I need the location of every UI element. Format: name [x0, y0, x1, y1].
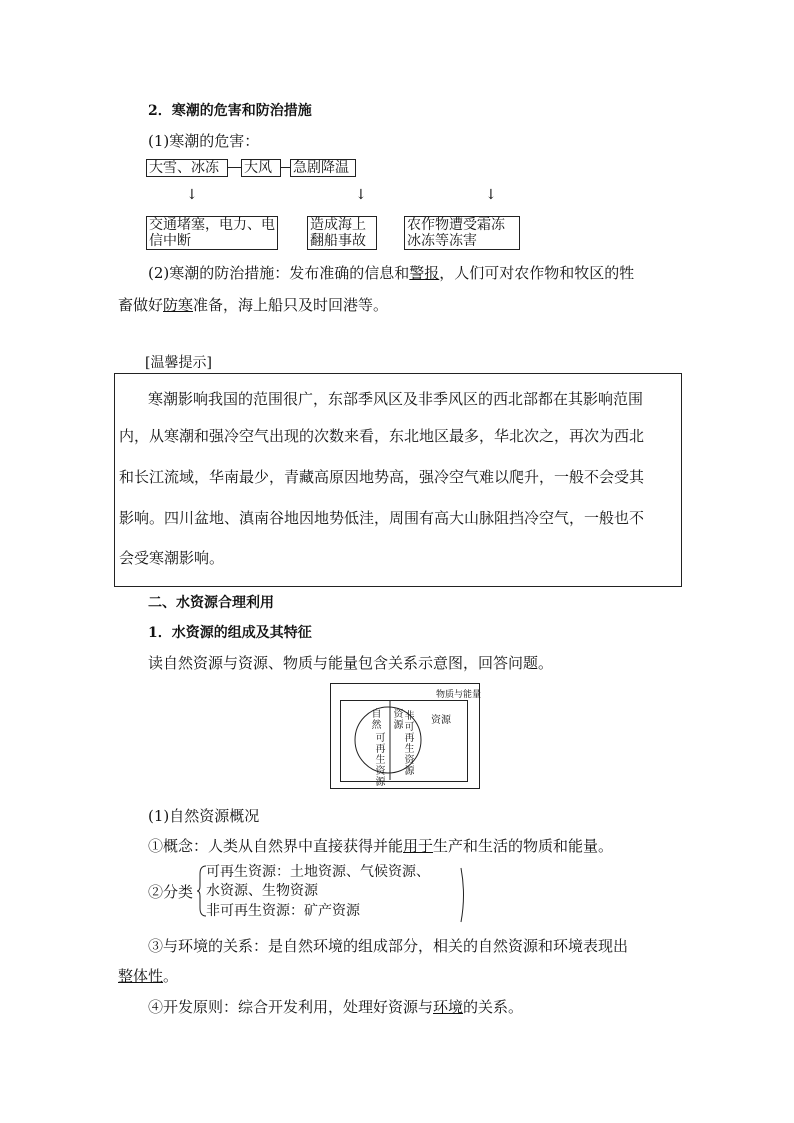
flow-box-shipwreck: 造成海上翻船事故: [307, 216, 377, 250]
subheading-water-composition: 1．水资源的组成及其特征: [148, 625, 312, 641]
flow-box-snow-ice: 大雪、冰冻: [146, 159, 228, 177]
measures-line-2: 畜做好防寒准备，海上船只及时回港等。: [118, 296, 389, 314]
keyword-environment: 环境: [433, 998, 464, 1016]
tip-line: 内，从寒潮和强冷空气出现的次数来看，东北地区最多，华北次之，再次为西北: [119, 427, 645, 445]
classify-label: ②分类: [148, 883, 194, 901]
tip-title: [温馨提示]: [145, 355, 212, 371]
relation-line-1: ③与环境的关系：是自然环境的组成部分，相关的自然资源和环境表现出: [148, 937, 629, 955]
flow-connector: [228, 167, 241, 168]
section-heading-cold-wave: 2．寒潮的危害和防治措施: [148, 103, 312, 119]
classify-line-2: 水资源、生物资源: [206, 883, 318, 899]
intro-text: 读自然资源与资源、物质与能量包含关系示意图，回答问题。: [148, 654, 554, 672]
resource-diagram: [330, 683, 480, 789]
measures-line-1: (2)寒潮的防治措施：发布准确的信息和警报，人们可对农作物和牧区的牲: [148, 264, 635, 282]
keyword-alert: 警报: [409, 264, 440, 282]
label-resources-inner: 资源: [393, 709, 404, 731]
down-arrow-icon: ↓: [355, 187, 367, 203]
keyword-cold-protection: 防寒: [163, 296, 194, 314]
tip-line: 和长江流域，华南最少，青藏高原因地势高，强冷空气难以爬升，一般不会受其: [119, 468, 645, 486]
tip-box: [114, 373, 682, 587]
flow-box-crop-frost: 农作物遭受霜冻冰冻等冻害: [404, 216, 520, 250]
tip-line: 影响。四川盆地、滇南谷地因地势低洼，周围有高大山脉阻挡冷空气，一般也不: [119, 509, 645, 527]
overview-heading: (1)自然资源概况: [148, 807, 260, 825]
flow-box-wind: 大风: [241, 159, 281, 177]
keyword-integrity: 整体性: [118, 967, 164, 985]
concept-line: ①概念：人类从自然界中直接获得并能用于生产和生活的物质和能量。: [148, 837, 614, 855]
down-arrow-icon: ↓: [186, 187, 198, 203]
flow-connector: [281, 167, 290, 168]
label-nonrenewable: 非可再生资源: [404, 711, 415, 777]
keyword-use: 用于: [403, 837, 434, 855]
classify-line-3: 非可再生资源：矿产资源: [206, 903, 360, 919]
classify-line-1: 可再生资源：土地资源、气候资源、: [206, 864, 430, 880]
down-arrow-icon: ↓: [485, 187, 497, 203]
label-resources: 资源: [431, 715, 451, 726]
tip-line: 寒潮影响我国的范围很广，东部季风区及非季风区的西北部都在其影响范围: [148, 390, 644, 408]
tip-line: 会受寒潮影响。: [119, 549, 225, 567]
flow-box-traffic: 交通堵塞，电力、电信中断: [146, 216, 278, 250]
hazard-label: (1)寒潮的危害：: [148, 132, 260, 150]
relation-line-2: 整体性。: [118, 967, 179, 985]
label-matter-energy: 物质与能量: [436, 690, 482, 700]
principle-line: ④开发原则：综合开发利用，处理好资源与环境的关系。: [148, 998, 524, 1016]
label-renewable: 可再生资源: [375, 733, 386, 788]
flow-box-temperature-drop: 急剧降温: [290, 159, 356, 177]
right-paren-icon: [458, 866, 468, 924]
label-natural: 自然: [371, 709, 382, 731]
section-heading-water: 二、水资源合理利用: [148, 595, 274, 611]
